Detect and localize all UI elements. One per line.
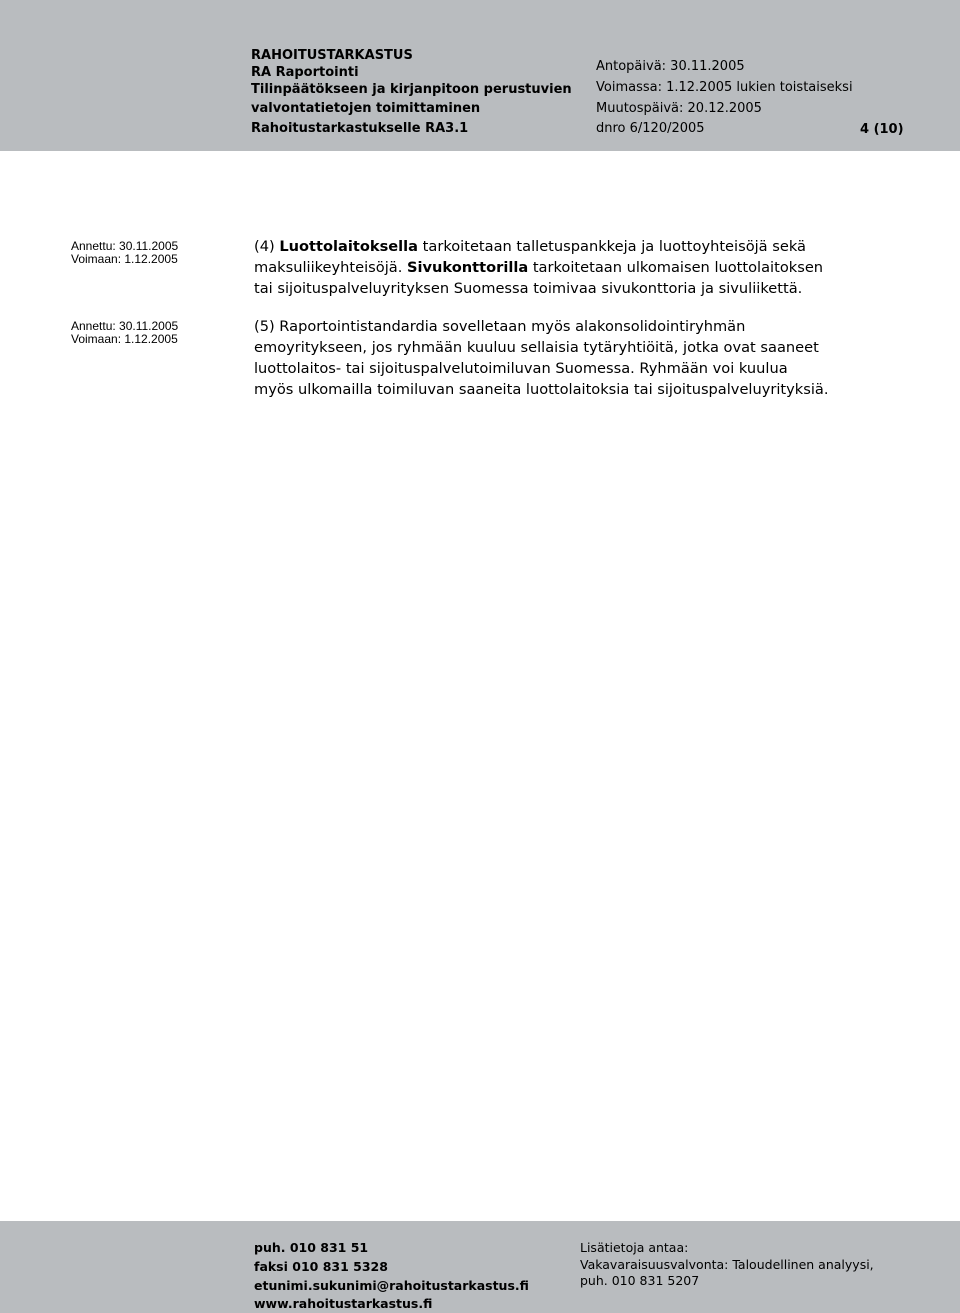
footer-contact-label: Lisätietoja antaa: bbox=[580, 1240, 689, 1255]
footer-phone: puh. 010 831 51 bbox=[254, 1240, 369, 1255]
header-muutospaiva: Muutospäivä: 20.12.2005 bbox=[596, 101, 762, 116]
header-dnro: dnro 6/120/2005 bbox=[596, 121, 705, 136]
paragraph-line: myös ulkomailla toimiluvan saaneita luottolaitoksia tai sijoituspalveluyrityksiä. bbox=[254, 381, 829, 398]
header-title-line3: Rahoitustarkastukselle RA3.1 bbox=[251, 121, 469, 136]
footer-contact-phone: puh. 010 831 5207 bbox=[580, 1273, 700, 1288]
page-header bbox=[0, 0, 960, 151]
header-title-line1: Tilinpäätökseen ja kirjanpitoon perustuvien bbox=[251, 82, 572, 97]
annettu-date: Annettu: 30.11.2005 bbox=[71, 319, 179, 333]
paragraph-line: luottolaitos- tai sijoituspalvelutoimiluvan Suomessa. Ryhmään voi kuulua bbox=[254, 360, 788, 377]
annettu-date: Annettu: 30.11.2005 bbox=[71, 239, 179, 253]
paragraph-line: (5) Raportointistandardia sovelletaan myös alakonsolidointiryhmän bbox=[254, 318, 746, 335]
footer-fax: faksi 010 831 5328 bbox=[254, 1259, 388, 1274]
footer-contact-unit: Vakavaraisuusvalvonta: Taloudellinen analyysi, bbox=[580, 1257, 874, 1272]
header-antopaiva: Antopäivä: 30.11.2005 bbox=[596, 59, 745, 74]
paragraph-line: tai sijoituspalveluyrityksen Suomessa toimivaa sivukonttoria ja sivuliikettä. bbox=[254, 280, 803, 297]
paragraph-line: maksuliikeyhteisöjä. Sivukonttorilla tarkoitetaan ulkomaisen luottolaitoksen bbox=[254, 259, 824, 276]
page-footer bbox=[0, 1221, 960, 1313]
page-number: 4 (10) bbox=[860, 122, 904, 137]
header-title-line2: valvontatietojen toimittaminen bbox=[251, 101, 481, 116]
paragraph-line: (4) Luottolaitoksella tarkoitetaan talletuspankkeja ja luottoyhteisöjä sekä bbox=[254, 238, 806, 255]
footer-email[interactable]: etunimi.sukunimi@rahoitustarkastus.fi bbox=[254, 1278, 529, 1293]
voimaan-date: Voimaan: 1.12.2005 bbox=[71, 332, 178, 346]
header-org: RAHOITUSTARKASTUS bbox=[251, 48, 413, 63]
header-voimassa: Voimassa: 1.12.2005 lukien toistaiseksi bbox=[596, 80, 853, 95]
header-section: RA Raportointi bbox=[251, 65, 359, 80]
paragraph-line: emoyritykseen, jos ryhmään kuuluu sellaisia tytäryhtiöitä, jotka ovat saaneet bbox=[254, 339, 819, 356]
voimaan-date: Voimaan: 1.12.2005 bbox=[71, 252, 178, 266]
footer-website[interactable]: www.rahoitustarkastus.fi bbox=[254, 1296, 433, 1311]
paragraph-5 bbox=[254, 316, 934, 400]
paragraph-4 bbox=[254, 236, 934, 299]
